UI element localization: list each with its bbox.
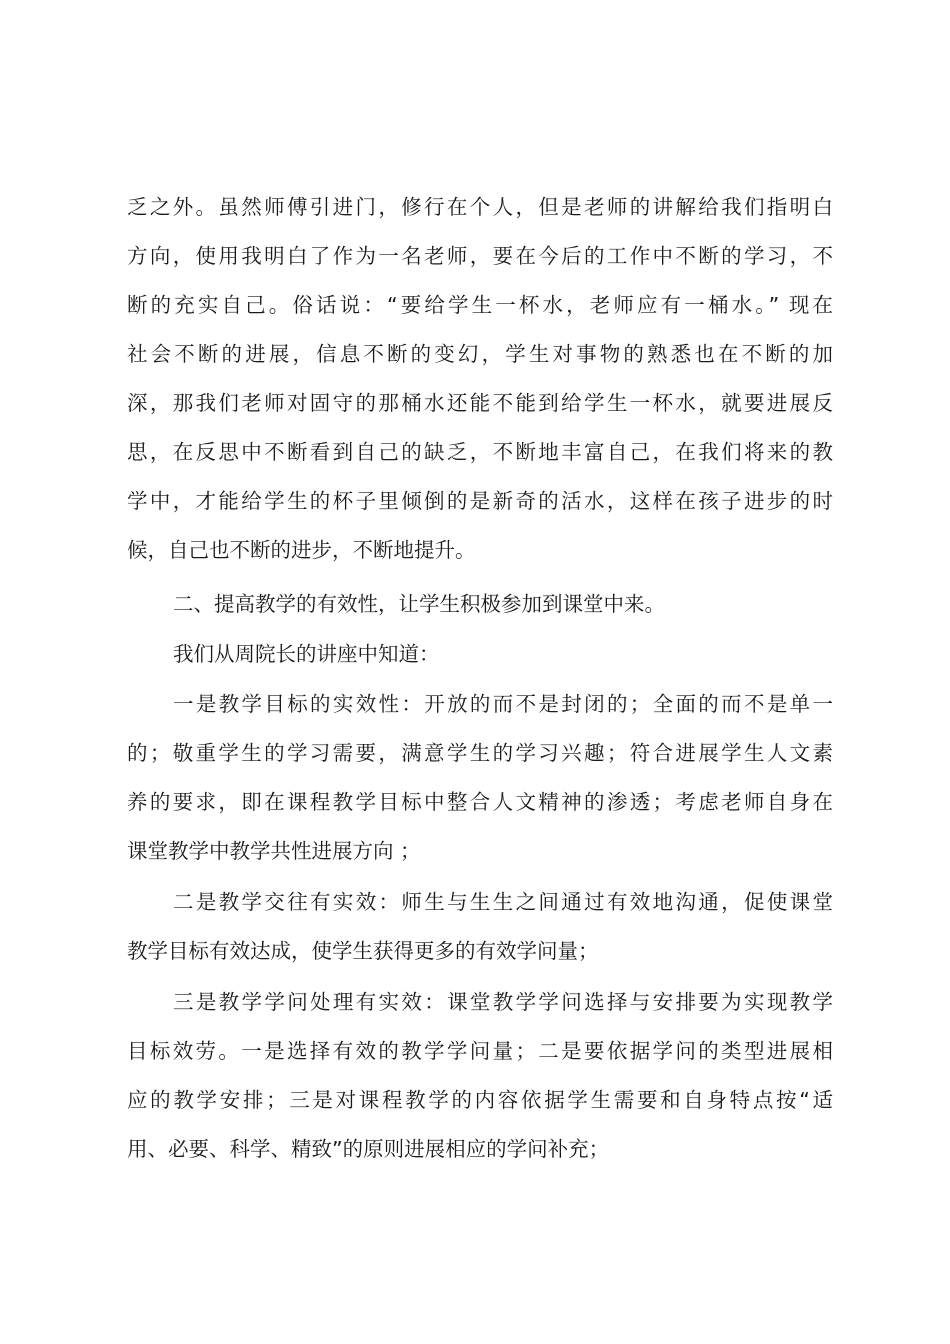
text-line: 我们从周院长的讲座中知道： [173, 642, 440, 666]
text-line: 社会不断的进展，信息不断的变幻，学生对事物的熟悉也在不断的加 [127, 342, 833, 366]
text-line: 应的教学安排；三是对课程教学的内容依据学生需要和自身特点按“适 [127, 1088, 833, 1112]
text-line: 乏之外。虽然师傅引进门，修行在个人，但是老师的讲解给我们指明白 [127, 195, 833, 219]
text-line: 养的要求，即在课程教学目标中整合人文精神的渗透；考虑老师自身在 [127, 790, 833, 814]
text-line: 的；敬重学生的学习需要，满意学生的学习兴趣；符合进展学生人文素 [127, 741, 833, 765]
text-line: 方向，使用我明白了作为一名老师，要在今后的工作中不断的学习，不 [127, 244, 833, 268]
text-line: 学中，才能给学生的杯子里倾倒的是新奇的活水，这样在孩子进步的时 [127, 489, 833, 513]
text-line: 候，自己也不断的进步，不断地提升。 [127, 538, 476, 562]
text-line: 用、必要、科学、精致”的原则进展相应的学问补充； [127, 1137, 610, 1161]
text-line: 一是教学目标的实效性：开放的而不是封闭的；全面的而不是单一 [173, 692, 833, 716]
text-line: 目标效劳。一是选择有效的教学学问量；二是要依据学问的类型进展相 [127, 1039, 833, 1063]
text-line: 课堂教学中教学共性进展方向 ； [127, 839, 421, 863]
section-heading: 二、提高教学的有效性，让学生积极参加到课堂中来。 [173, 592, 665, 616]
text-line: 深，那我们老师对固守的那桶水还能不能到给学生一杯水，就要进展反 [127, 391, 833, 415]
text-line: 二是教学交往有实效：师生与生生之间通过有效地沟通，促使课堂 [173, 890, 833, 914]
text-line: 三是教学学问处理有实效：课堂教学学问选择与安排要为实现教学 [173, 990, 833, 1014]
text-line: 断的充实自己。俗话说：“要给学生一杯水，老师应有一桶水。” 现在 [127, 293, 833, 317]
text-line: 思，在反思中不断看到自己的缺乏，不断地丰富自己，在我们将来的教 [127, 440, 833, 464]
text-line: 教学目标有效达成，使学生获得更多的有效学问量； [127, 939, 599, 963]
